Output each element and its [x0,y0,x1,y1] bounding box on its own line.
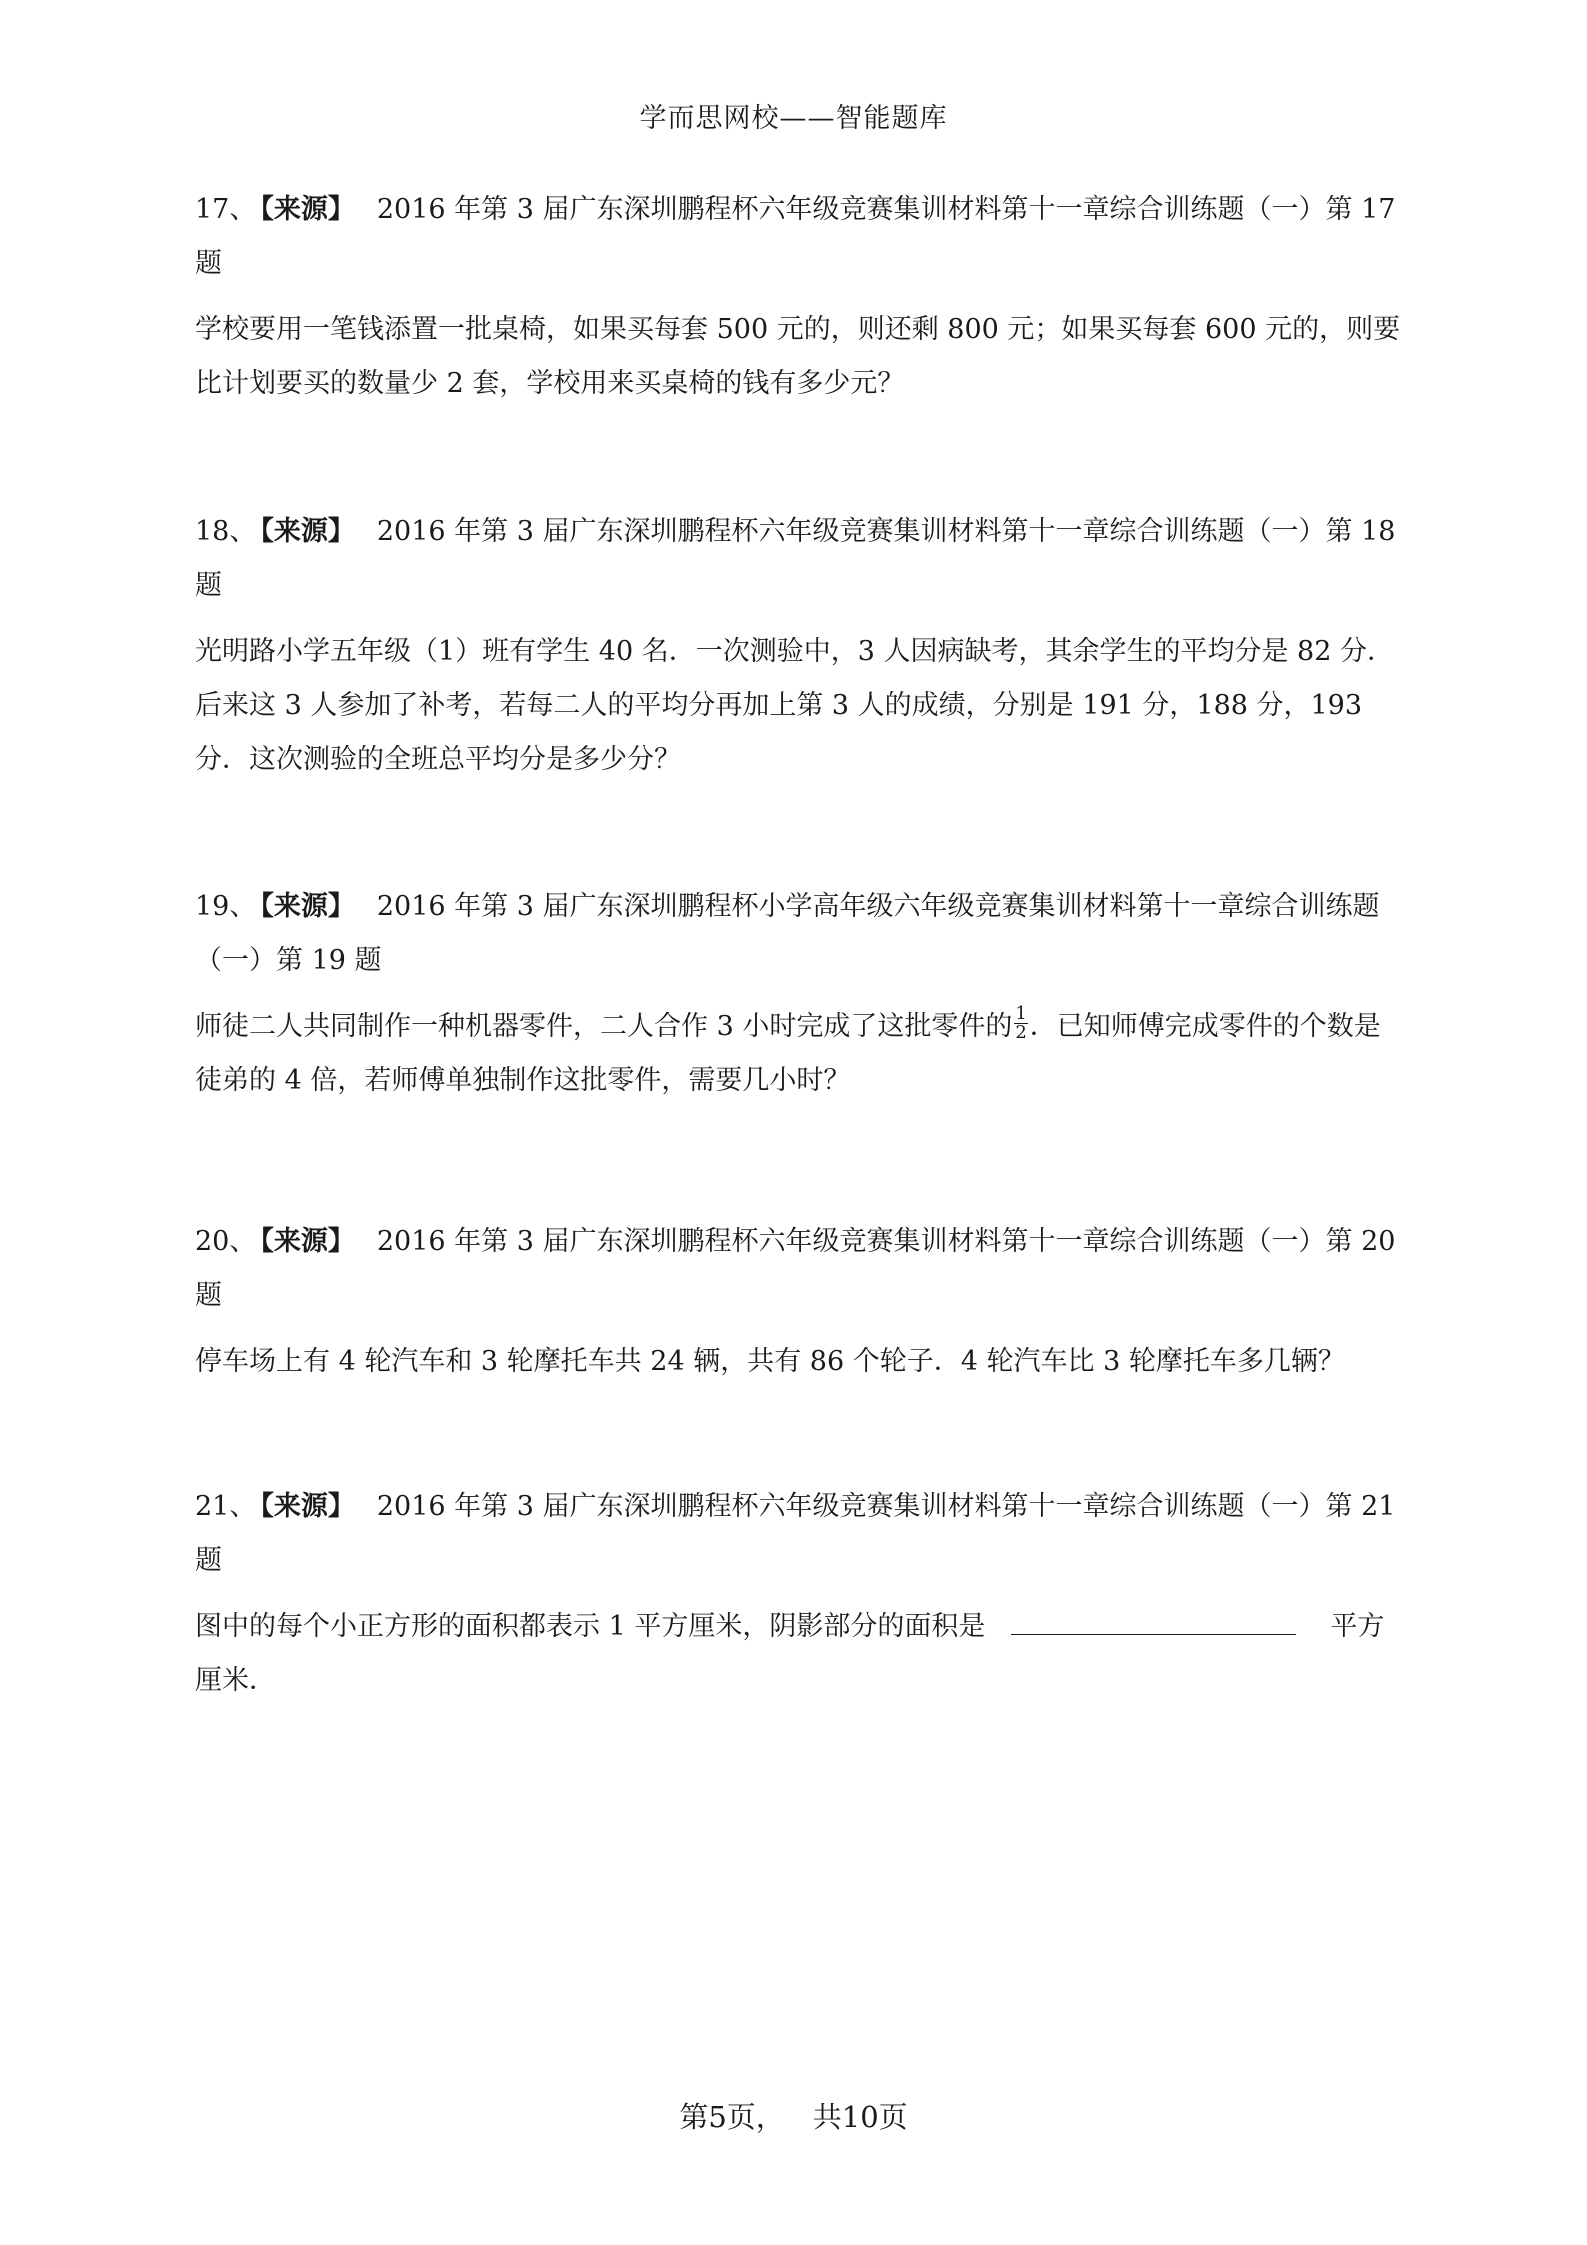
source-tag: 【来源】 [260,1491,355,1522]
source-tag: 【来源】 [260,891,355,922]
source-tag: 【来源】 [260,1226,355,1257]
page-header: 学而思网校——智能题库 [639,103,948,134]
question-body [195,1600,1405,1708]
source-text: 2016 年第 3 届广东深圳鹏程杯六年级竞赛集训材料第十一章综合训练题（一）第 17 题 [195,194,1396,279]
page-number-current: 第5页， [679,2100,785,2134]
question-body: 学校要用一笔钱添置一批桌椅，如果买每套 500 元的，则还剩 800 元；如果买每套 600 元的，则要比计划要买的数量少 2 套，学校用来买桌椅的钱有多少元？ [195,314,1401,399]
fraction-denominator: 2 [1015,1022,1027,1043]
fraction [1014,1005,1027,1042]
question-body-text: 图中的每个小正方形的面积都表示 1 平方厘米，阴影部分的面积是 [195,1611,986,1642]
source-tag: 【来源】 [260,516,355,547]
fraction-numerator: 1 [1015,1003,1027,1024]
source-text: 2016 年第 3 届广东深圳鹏程杯小学高年级六年级竞赛集训材料第十一章综合训练题（一）第 19 题 [195,891,1380,976]
question-21 [195,1480,1405,1708]
question-source [195,1480,1405,1588]
question-body: 光明路小学五年级（1）班有学生 40 名．一次测验中，3 人因病缺考，其余学生的平均分是 82 分．后来这 3 人参加了补考，若每二人的平均分再加上第 3 人的成绩，分别是 191 分，188 分，193 分．这次测验的全班总平均分是多少分？ [195,636,1394,775]
question-source [195,1215,1405,1323]
question-body [195,1000,1405,1108]
question-source [195,880,1405,988]
question-18 [195,505,1405,787]
question-body-text: ．已知师傅完成零件的个数是徒弟的 4 倍，若师傅单独制作这批零件，需要几小时？ [195,1011,1381,1096]
question-number: 19、 [195,891,257,922]
source-tag: 【来源】 [260,194,355,225]
question-17 [195,183,1405,411]
page-number-total: 共10页 [812,2100,908,2134]
source-text: 2016 年第 3 届广东深圳鹏程杯六年级竞赛集训材料第十一章综合训练题（一）第 18 题 [195,516,1396,601]
question-number: 18、 [195,516,257,547]
question-number: 17、 [195,194,257,225]
question-number: 21、 [195,1491,257,1522]
source-text: 2016 年第 3 届广东深圳鹏程杯六年级竞赛集训材料第十一章综合训练题（一）第 21 题 [195,1491,1396,1576]
page-footer [0,2095,1587,2136]
question-19 [195,880,1405,1108]
question-20 [195,1215,1405,1389]
question-source [195,505,1405,613]
question-body: 停车场上有 4 轮汽车和 3 轮摩托车共 24 辆，共有 86 个轮子．4 轮汽车比 3 轮摩托车多几辆？ [195,1346,1345,1377]
question-number: 20、 [195,1226,257,1257]
source-text: 2016 年第 3 届广东深圳鹏程杯六年级竞赛集训材料第十一章综合训练题（一）第 20 题 [195,1226,1396,1311]
question-source [195,183,1405,291]
question-body-text: 平方厘米． [195,1611,1385,1696]
question-body-text: 师徒二人共同制作一种机器零件，二人合作 3 小时完成了这批零件的 [195,1011,1013,1042]
answer-blank [1011,1604,1296,1635]
